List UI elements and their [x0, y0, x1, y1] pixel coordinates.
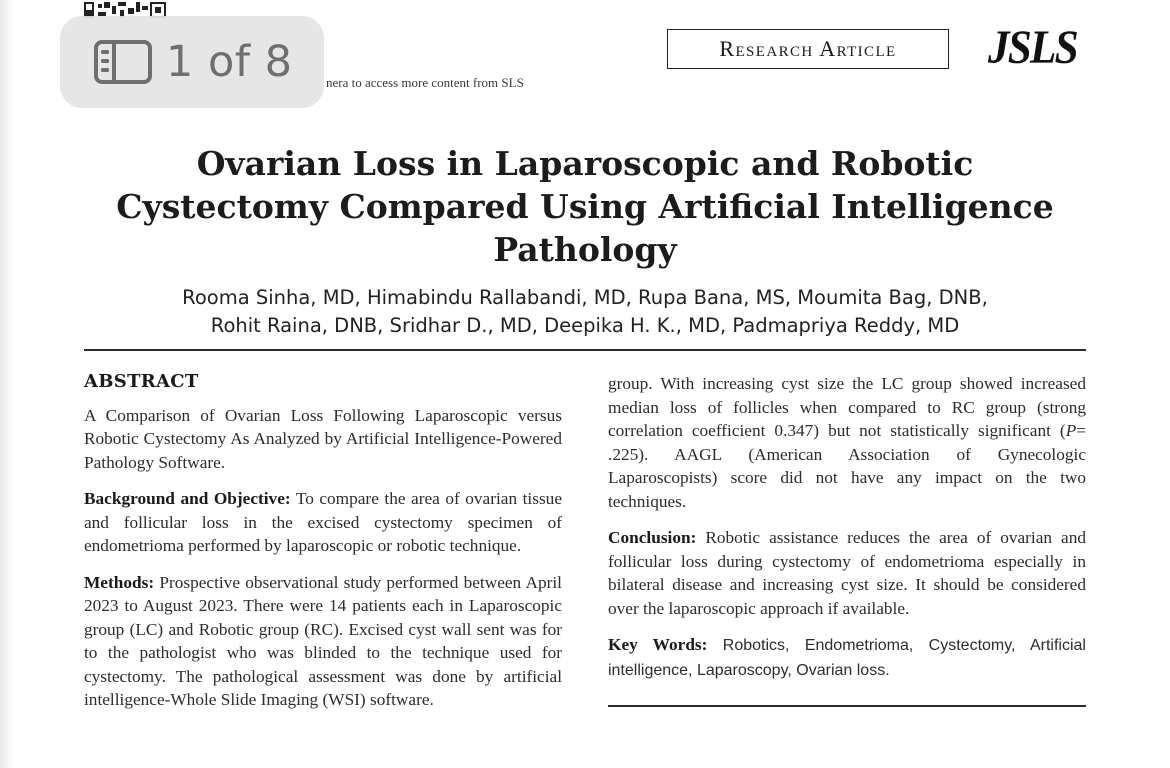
abstract-end-divider — [608, 705, 1086, 707]
keywords-label: Key Words: — [608, 635, 708, 654]
methods-text: Prospective observational study performed between April 2023 to August 2023. There were 14 patients each in Laparoscopic group (LC) and Robotic group (RC). Excised cyst wall sent was for to the pathologist who was blinded to the technique used for cystectomy. The pathological assessment was done by artificial intelligence-Whole Slide Imaging (WSI) software. — [84, 572, 562, 709]
methods-paragraph — [84, 571, 562, 712]
page-edge-shadow — [0, 0, 14, 768]
keywords-text: Robotics, Endometrioma, Cystectomy, Artificial intelligence, Laparoscopy, Ovarian loss. — [608, 637, 1086, 679]
results-continued-paragraph — [608, 372, 1086, 513]
keywords-paragraph — [608, 633, 1086, 682]
article-title: Ovarian Loss in Laparoscopic and Robotic Cystectomy Compared Using Artificial Intelligence Pathology — [116, 144, 1054, 269]
article-type-label: Research Article — [667, 29, 949, 69]
abstract-heading: ABSTRACT — [84, 371, 199, 392]
page-counter-button[interactable] — [60, 16, 324, 108]
author-line-2: Rohit Raina, DNB, Sridhar D., MD, Deepika H. K., MD, Padmapriya Reddy, MD — [210, 314, 960, 337]
p-value-symbol: P — [1065, 421, 1077, 440]
background-text: To compare the area of ovarian tissue and follicular loss in the excised cystectomy specimen of endometrioma performed by laparoscopic or robotic technique. — [84, 489, 562, 555]
author-line-1: Rooma Sinha, MD, Himabindu Rallabandi, MD, Rupa Bana, MS, Moumita Bag, DNB, — [182, 286, 988, 309]
journal-logo: JSLS — [988, 21, 1077, 74]
conclusion-paragraph — [608, 526, 1086, 620]
abstract-left-column — [84, 370, 562, 725]
conclusion-text: Robotic assistance reduces the area of ovarian and follicular loss during cystectomy of endometrioma especially in bilateral disease and increasing cyst size. It should be considered over the laparoscopic approach if available. — [608, 528, 1086, 618]
results-text-a: group. With increasing cyst size the LC group showed increased median loss of follicles when compared to RC group (strong correlation coefficient 0.347) but not statistically significant ( — [608, 374, 1086, 440]
author-list — [90, 284, 1080, 340]
results-text-b: = .225). AAGL (American Association of Gynecologic Laparoscopists) score did not have any impact on the two techniques. — [608, 421, 1086, 511]
conclusion-label: Conclusion: — [608, 528, 697, 547]
background-paragraph — [84, 487, 562, 558]
background-label: Background and Objective: — [84, 489, 291, 508]
abstract-intro: A Comparison of Ovarian Loss Following Laparoscopic versus Robotic Cystectomy As Analyzed by Artificial Intelligence-Powered Pathology Software. — [84, 405, 562, 472]
abstract-right-column — [608, 372, 1086, 695]
methods-label: Methods: — [84, 572, 155, 592]
page-counter-label: 1 of 8 — [166, 37, 293, 87]
scan-instruction-text: nera to access more content from SLS — [326, 75, 524, 90]
header-divider — [84, 349, 1086, 351]
sidebar-icon — [94, 40, 152, 84]
